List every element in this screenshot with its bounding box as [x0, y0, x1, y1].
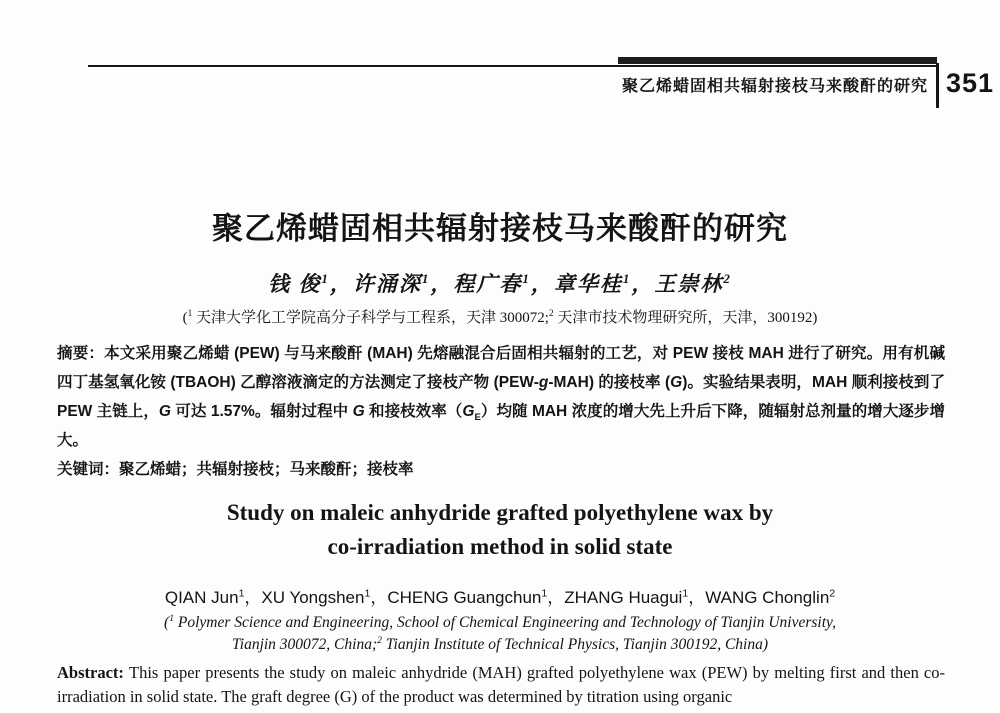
affiliation-en-line2: Tianjin 300072, China;$^2$ Tianjin Institute of Technical Physics, Tianjin 300192, China)	[232, 634, 768, 653]
abstract-en: Abstract: This paper presents the study on maleic anhydride (MAH) grafted polyethylene wax (PEW) by melting first and then co-irradiation in solid state. The graft degree (G) of the product was determined by titration using organic	[57, 663, 945, 706]
article-title-en-line2: co-irradiation method in solid state	[327, 534, 673, 559]
article-title-en	[0, 496, 1000, 564]
article-title-cn: 聚乙烯蜡固相共辐射接枝马来酸酐的研究	[212, 211, 788, 246]
header-divider	[936, 63, 939, 108]
affiliation-en	[0, 612, 1000, 656]
authors-en: QIAN Jun$^1$，XU Yongshen$^1$，CHENG Guangchun$^1$，ZHANG Huagui$^1$，WANG Chonglin$^2$	[164, 587, 836, 607]
abstract-block-cn	[57, 339, 945, 484]
abstract-cn: 摘要：本文采用聚乙烯蜡 (PEW) 与马来酸酐 (MAH) 先熔融混合后固相共辐射的工艺，对 PEW 接枝 MAH 进行了研究。用有机碱四丁基氢氧化铵 (TBAOH) 乙醇溶液滴定的方法测定了接枝产物 (PEW-g-MAH) 的接枝率 (G)。实验结果表明，MAH 顺利接枝到了 PEW 主链上，G 可达 1.57%。辐射过程中 G 和接枝效率$(G_E)$均随 MAH 浓度的增大先上升后下降，随辐射总剂量的增大逐步增大。	[57, 345, 945, 449]
article-title-en-line1: Study on maleic anhydride grafted polyethylene wax by	[226, 500, 774, 525]
header-accent-bar	[618, 57, 937, 64]
affiliation-cn: ($^1$ 天津大学化工学院高分子科学与工程系，天津 300072;$^2$ 天津市技术物理研究所，天津，300192)	[182, 309, 818, 326]
affiliation-en-line1: ($^1$ Polymer Science and Engineering, School of Chemical Engineering and Technology of Tianjin University,	[164, 612, 836, 631]
authors-cn: 钱 俊$^1$，许涌深$^1$，程广春$^1$，章华桂$^1$，王崇林$^2$	[268, 271, 732, 296]
running-title: 聚乙烯蜡固相共辐射接枝马来酸酐的研究	[621, 78, 928, 95]
keywords-cn: 关键词：聚乙烯蜡；共辐射接枝；马来酸酐；接枝率	[57, 461, 414, 478]
header-rule	[88, 65, 937, 67]
page-number: 351	[946, 68, 995, 98]
